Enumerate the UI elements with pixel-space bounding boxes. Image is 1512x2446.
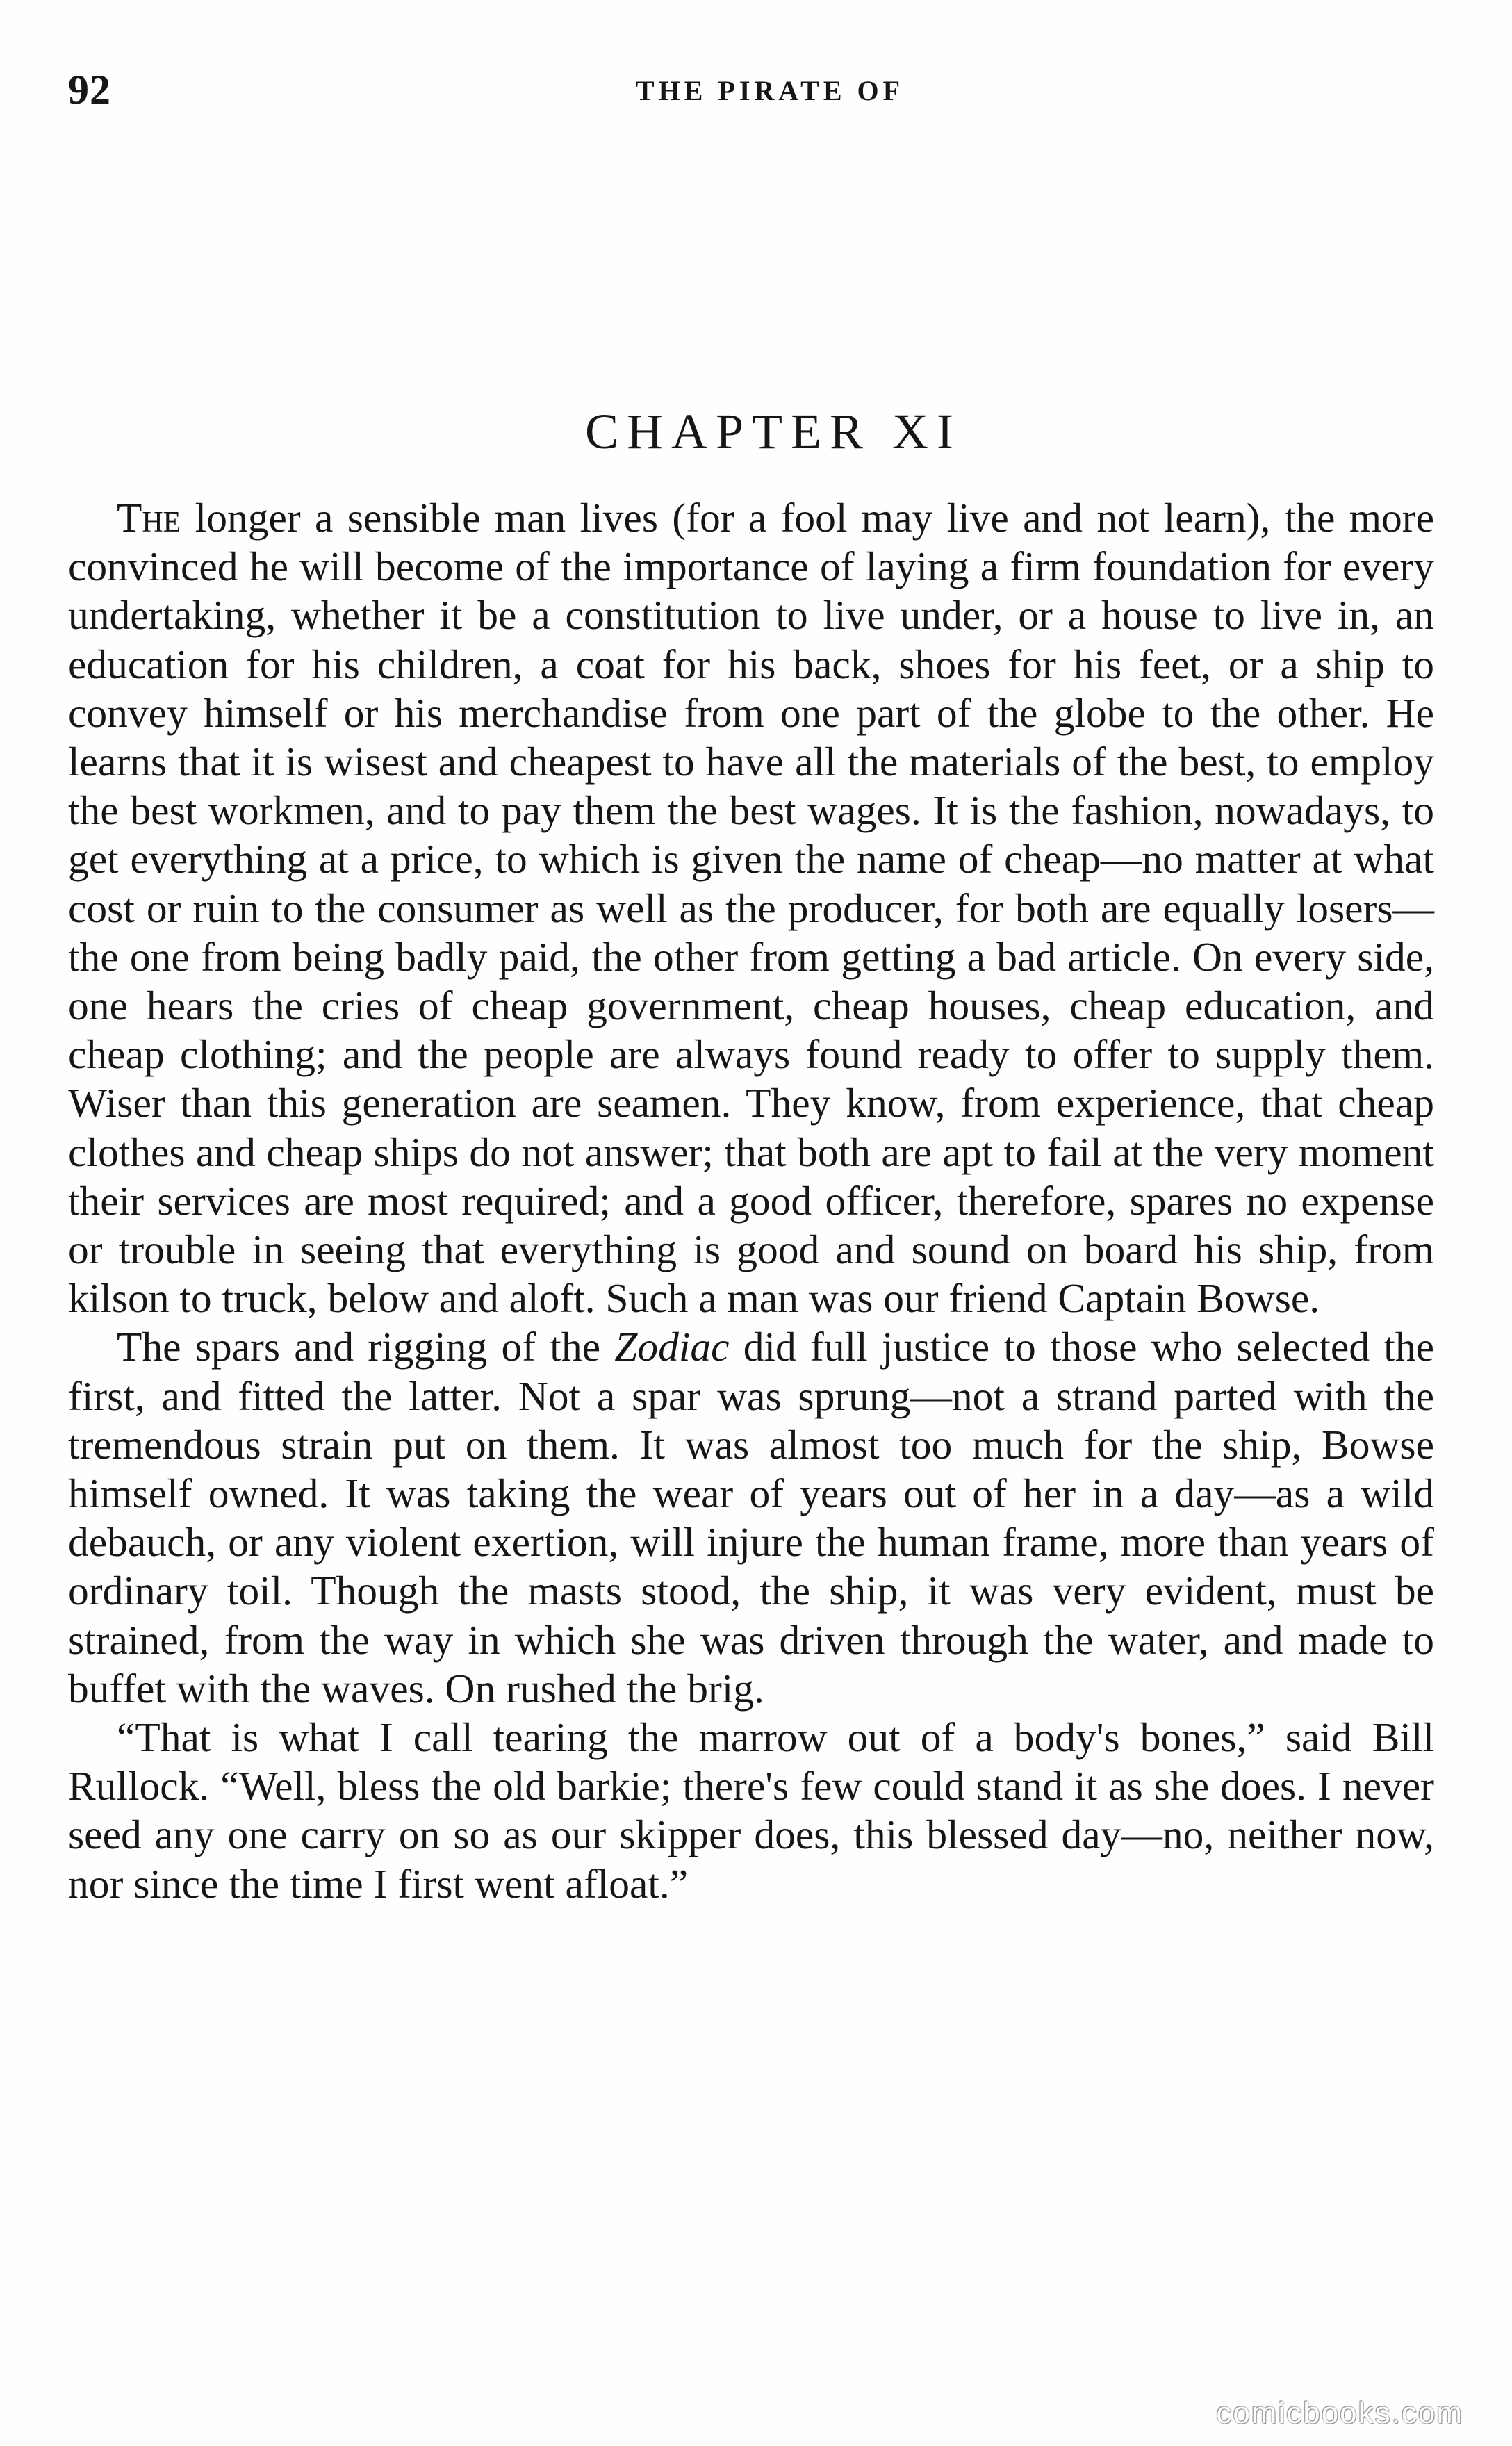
paragraph-3 [68,1713,1434,1908]
running-head: THE PIRATE OF [635,75,905,106]
paragraph-lead-word: The [117,495,181,541]
watermark: comicbooks.com [1216,2396,1463,2430]
paragraph-1-text: longer a sensible man lives (for a fool may live and not learn), the more convinced he will become of the importance of laying a firm foundation for every undertaking, whether it be a constitution to live under, or a house to live in, an education for his children, a coat for his back, shoes for his feet, or a ship to convey himself or his merchandise from one part of the globe to the other. He learns that it is wisest and cheapest to have all the materials of the best, to employ the best workmen, and to pay them the best wages. It is the fashion, nowadays, to get everything at a price, to which is given the name of cheap—no matter at what cost or ruin to the consumer as well as the producer, for both are equally losers—the one from being badly paid, the other from getting a bad article. On every side, one hears the cries of cheap government, cheap houses, cheap education, and cheap clothing; and the people are always found ready to offer to supply them. Wiser than this generation are seamen. They know, from experience, that cheap clothes and cheap ships do not answer; that both are apt to fail at the very moment their services are most required; and a good officer, therefore, spares no expense or trouble in seeing that everything is good and sound on board his ship, from kilson to truck, below and aloft. Such a man was our friend Captain Bowse. [68,495,1434,1322]
body-text [68,493,1434,1908]
ship-name: Zodiac [614,1324,730,1370]
chapter-title: CHAPTER XI [584,404,962,459]
page-number: 92 [68,67,111,113]
paragraph-1 [68,493,1434,1322]
paragraph-2-text-a: The spars and rigging of the [117,1324,615,1370]
paragraph-2-text-b: did full justice to those who selected the first, and fitted the latter. Not a spar was sprung—not a strand parted with the tremendous strain put on them. It was almost too much for the ship, Bowse himself owned. It was taking the wear of years out of her in a day—as a wild debauch, or any violent exertion, will injure the human frame, more than years of ordinary toil. Though the masts stood, the ship, it was very evident, must be strained, from the way in which she was driven through the water, and made to buffet with the waves. On rushed the brig. [68,1324,1434,1712]
paragraph-3-text: “That is what I call tearing the marrow out of a body's bones,” said Bill Rullock. “Well, bless the old barkie; there's few could stand it as she does. I never seed any one carry on so as our skipper does, this blessed day—no, neither now, nor since the time I first went afloat.” [68,1714,1434,1907]
paragraph-2 [68,1322,1434,1713]
page-header [68,66,1444,122]
